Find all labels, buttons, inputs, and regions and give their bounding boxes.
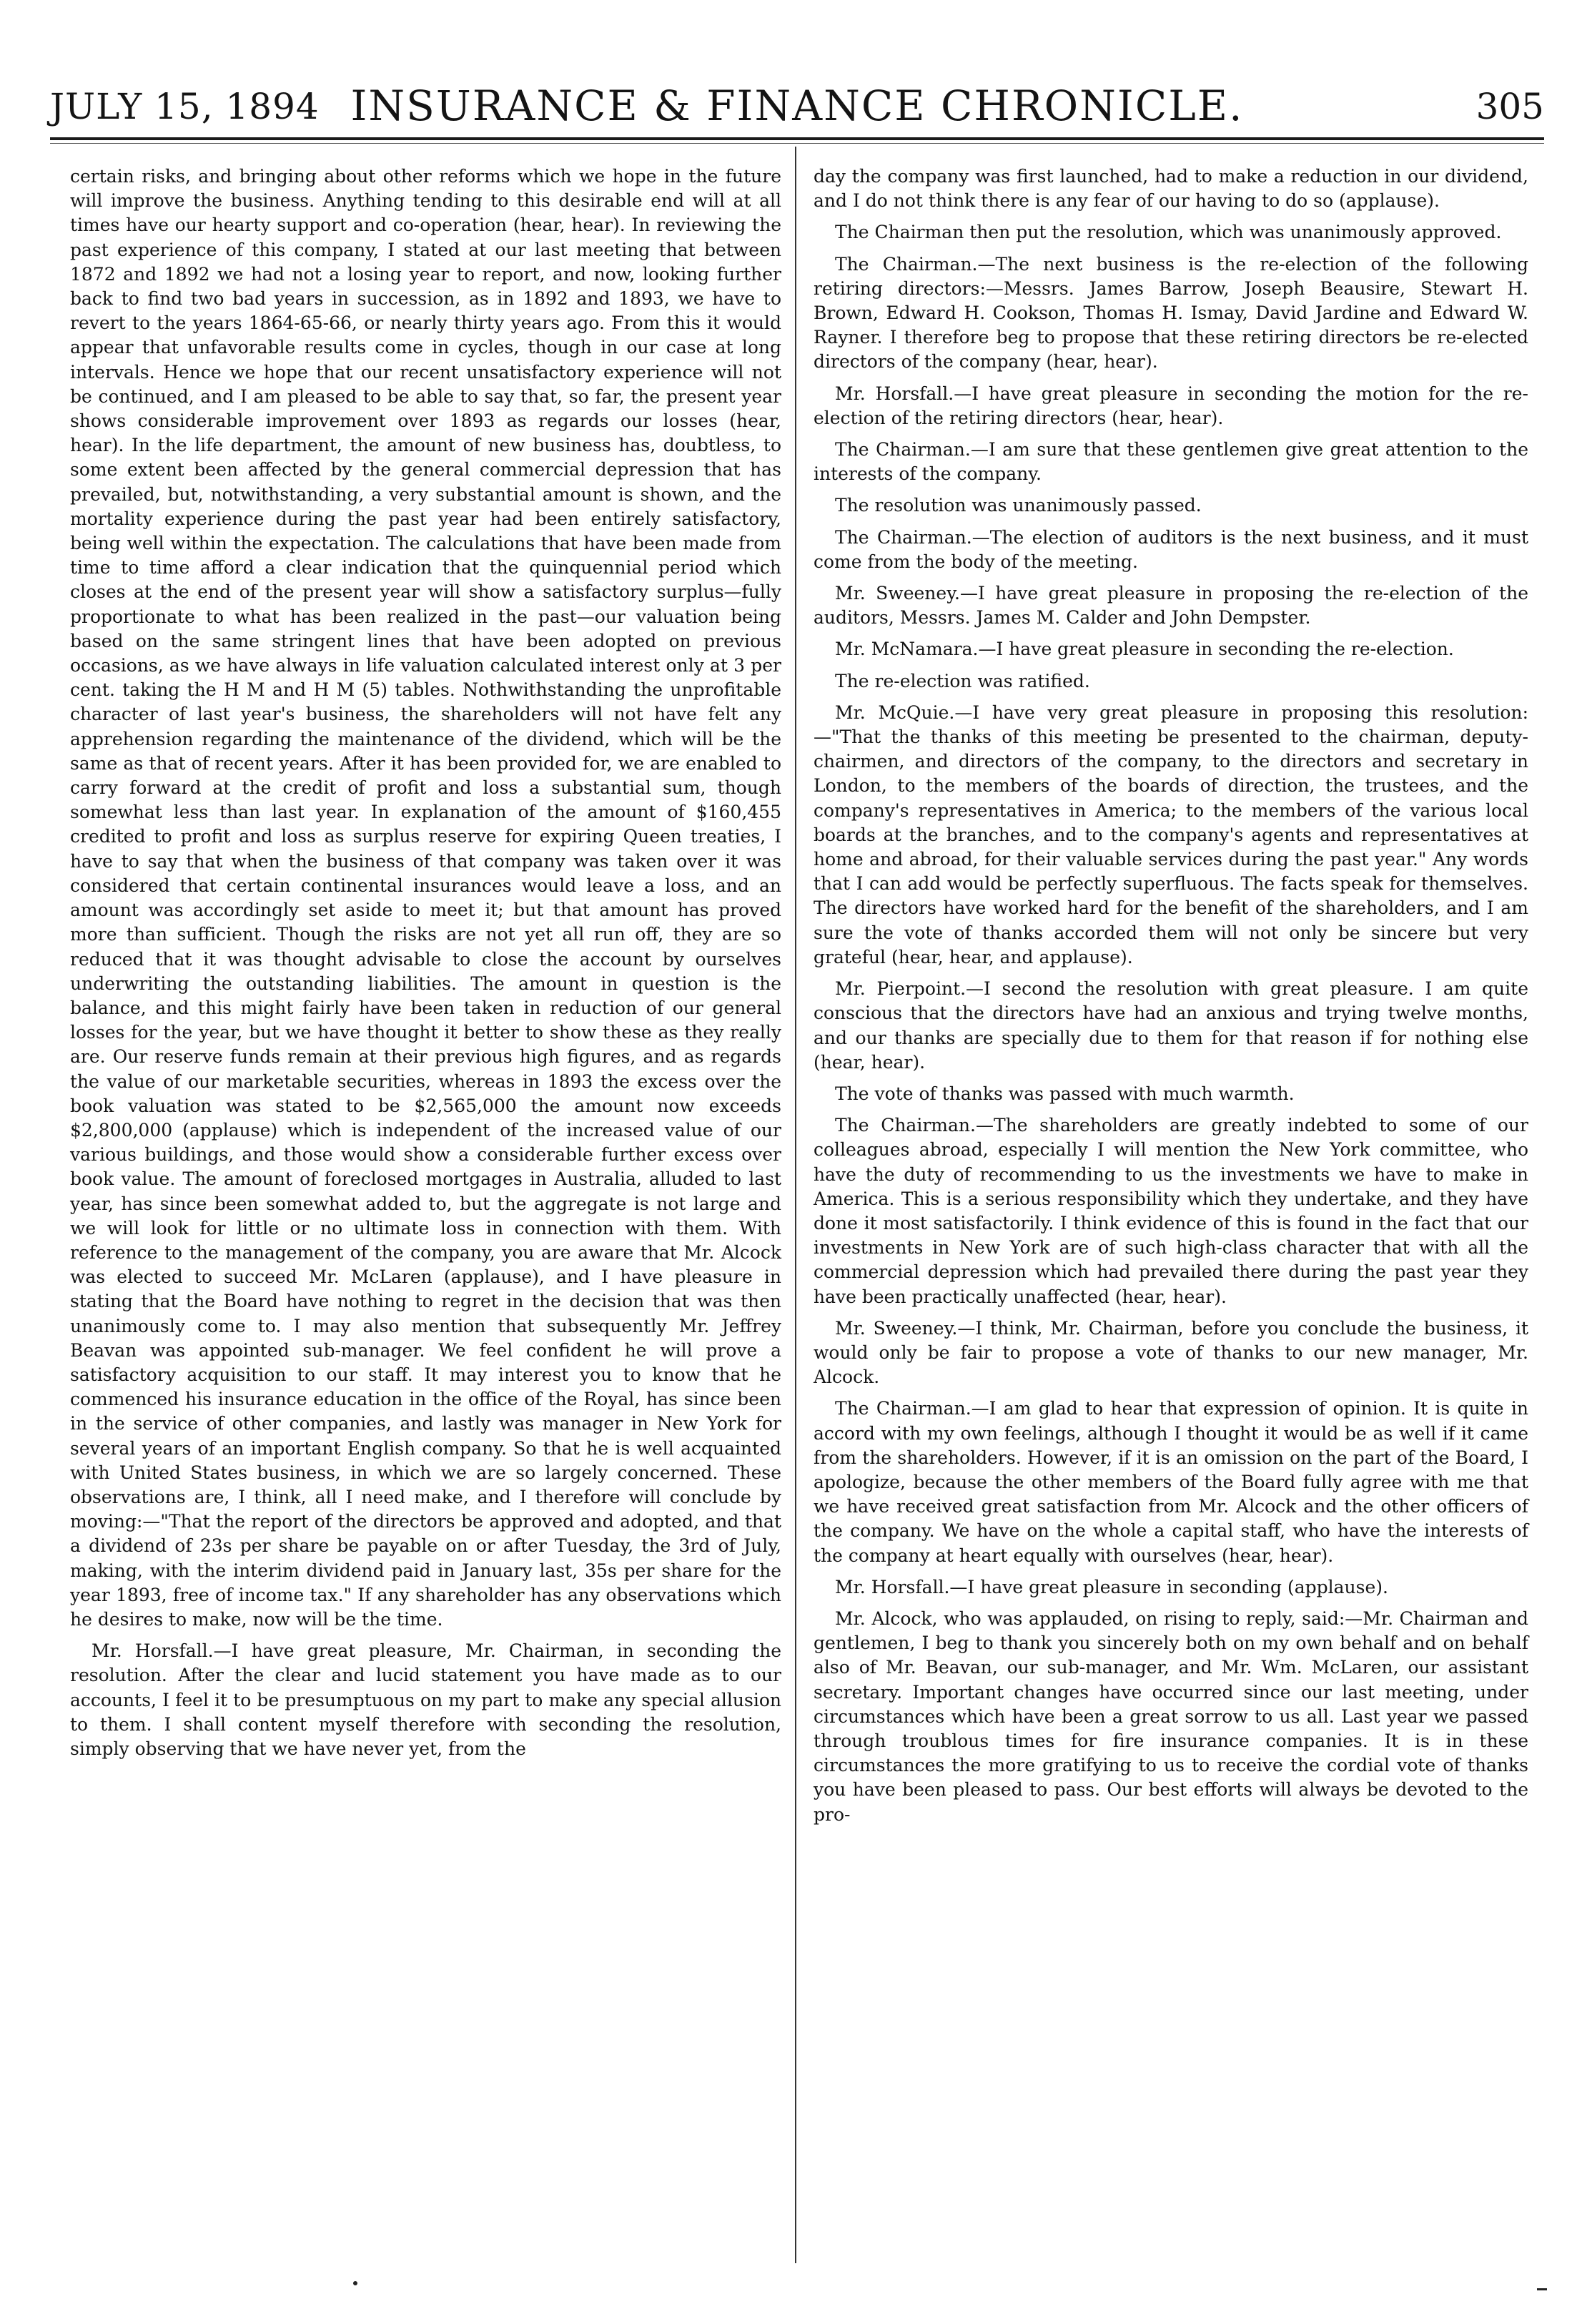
paragraph: Mr. Sweeney.—I have great pleasure in proposing the re-election of the auditors, Messrs. James M. Calder and John Dempster.: [814, 583, 1528, 629]
paragraph: Mr. McQuie.—I have very great pleasure in proposing this resolution:—"That the thanks of this meeting be presented to the chairman, deputy-chairmen, and directors of the company, to the directors and secretary in London, to the members of the boards of direction, the trustees, and the company's representatives in America; to the members of the various local boards at the branches, and to the company's agents and representatives at home and abroad, for their valuable services during the past year." Any words that I can add would be perfectly superfluous. The facts speak for themselves. The directors have worked hard for the benefit of the shareholders, and I am sure the vote of thanks accorded them will not only be sincere but very grateful (hear, hear, and applause).: [814, 701, 1528, 967]
paragraph: The re-election was ratified.: [835, 670, 1090, 691]
paragraph: Mr. McNamara.—I have great pleasure in seconding the re-election.: [835, 639, 1454, 660]
page-number: 305: [1475, 86, 1544, 127]
printer-mark: [353, 2281, 357, 2285]
paragraph: The Chairman.—I am glad to hear that expression of opinion. It is quite in accord with my own feelings, although I thought it would be as well if it came from the shareholders. However, if it is an omission on the part of the Board, I apologize, because the other members of the Board fully agree with me that we have received great satisfaction from Mr. Alcock and the other officers of the company. We have on the whole a capital staff, who have the interests of the company at heart equally with ourselves (hear, hear).: [814, 1398, 1528, 1566]
paragraph: Mr. Pierpoint.—I second the resolution with great pleasure. I am quite conscious that the directors have had an anxious and trying twelve months, and our thanks are specially due to them for that reason if for nothing else (hear, hear).: [814, 978, 1528, 1073]
paragraph: The Chairman.—I am sure that these gentlemen give great attention to the interests of the company.: [814, 439, 1528, 485]
paragraph: Mr. Horsfall.—I have great pleasure, Mr. Chairman, in seconding the resolution. After the clear and lucid statement you have made as to our accounts, I feel it to be presumptuous on my part to make any special allusion to them. I shall content myself therefore with seconding the resolution, simply observing that we have never yet, from the: [70, 1640, 781, 1759]
publication-title: INSURANCE & FINANCE CHRONICLE.: [350, 82, 1244, 130]
column-divider: [795, 147, 796, 2263]
paragraph: The Chairman then put the resolution, which was unanimously approved.: [835, 222, 1502, 243]
paragraph: Mr. Horsfall.—I have great pleasure in seconding (applause).: [835, 1576, 1388, 1597]
printer-mark: [1537, 2288, 1547, 2290]
header-rule: [50, 137, 1544, 140]
paragraph: Mr. Sweeney.—I think, Mr. Chairman, before you conclude the business, it would only be fair to propose a vote of thanks to our new manager, Mr. Alcock.: [814, 1317, 1528, 1388]
header-rule-thin: [50, 143, 1544, 144]
left-column: [70, 164, 781, 1761]
paragraph: The Chairman.—The shareholders are greatly indebted to some of our colleagues abroad, especially I will mention the New York committee, who have the duty of recommending to us the investments we have to make in America. This is a serious responsibility which they undertake, and they have done it most satisfactorily. I think evidence of this is found in the fact that our investments in New York are of such high-class character that with all the commercial depression which had prevailed there during the past year they have been practically unaffected (hear, hear).: [814, 1115, 1528, 1307]
issue-date: JULY 15, 1894: [50, 86, 320, 127]
paragraph: The resolution was unanimously passed.: [835, 495, 1202, 516]
paragraph: certain risks, and bringing about other reforms which we hope in the future will improve the business. Anything tending to this desirable end will at all times have our hearty support and co-operation (hear, hear). In reviewing the past experience of this company, I stated at our last meeting that between 1872 and 1892 we had not a losing year to report, and now, looking further back to find two bad years in succession, as in 1892 and 1893, we have to revert to the years 1864-65-66, or nearly thirty years ago. From this it would appear that unfavorable results come in cycles, though in our case at long intervals. Hence we hope that our recent unsatisfactory experience will not be continued, and I am pleased to be able to say that, so far, the present year shows considerable improvement over 1893 as regards our losses (hear, hear). In the life department, the amount of new business has, doubtless, to some extent been affected by the general commercial depression that has prevailed, but, notwithstanding, a very substantial amount is shown, and the mortality experience during the past year had been entirely satisfactory, being well within the expectation. The calculations that have been made from time to time afford a clear indication that the quinquennial period which closes at the end of the present year will show a satisfactory surplus—fully proportionate to what has been realized in the past—our valuation being based on the same stringent lines that have been adopted on previous occasions, as we have always in life valuation calculated interest only at 3 per cent. taking the H M and H M (5) tables. Nothwithstanding the unprofitable character of last year's business, the shareholders will not have felt any apprehension regarding the maintenance of the dividend, which will be the same as that of recent years. After it has been provided for, we are enabled to carry forward at the credit of profit and loss a substantial sum, though somewhat less than last year. In explanation of the amount of $160,455 credited to profit and loss as surplus reserve for expiring Queen treaties, I have to say that when the business of that company was taken over it was considered that certain continental insurances would leave a loss, and an amount was accordingly set aside to meet it; but that amount has proved more than sufficient. Though the risks are not yet all run off, they are so reduced that it was thought advisable to close the account by ourselves underwriting the outstanding liabilities. The amount in question is the balance, and this might fairly have been taken in reduction of our general losses for the year, but we have thought it better to show these as they really are. Our reserve funds remain at their previous high figures, and as regards the value of our marketable securities, whereas in 1893 the excess over the book valuation was stated to be $2,565,000 the amount now exceeds $2,800,000 (applause) which is independent of the increased value of our various buildings, and those would show a considerable further excess over book value. The amount of foreclosed mortgages in Australia, alluded to last year, has since been somewhat added to, but the aggregate is not large and we will look for little or no ultimate loss in connection with them. With reference to the management of the company, you are aware that Mr. Alcock was elected to succeed Mr. McLaren (applause), and I have pleasure in stating that the Board have nothing to regret in the decision that was then unanimously come to. I may also mention that subsequently Mr. Jeffrey Beavan was appointed sub-manager. We feel confident he will prove a satisfactory acquisition to our staff. It may interest you to know that he commenced his insurance education in the office of the Royal, has since been in the service of other companies, and lastly was manager in New York for several years of an important English company. So that he is well acquainted with United States business, in which we are so largely concerned. These observations are, I think, all I need make, and I therefore will conclude by moving:—"That the report of the directors be approved and adopted, and that a dividend of 23s per share be payable on or after Tuesday, the 3rd of July, making, with the interim dividend paid in January last, 35s per share for the year 1893, free of income tax." If any shareholder has any observations which he desires to make, now will be the time.: [70, 166, 781, 1630]
paragraph: Mr. Horsfall.—I have great pleasure in seconding the motion for the re-election of the retiring directors (hear, hear).: [814, 383, 1528, 428]
page-header: [50, 72, 1544, 143]
right-column: [814, 164, 1528, 1827]
paragraph: The vote of thanks was passed with much warmth.: [835, 1083, 1295, 1104]
paragraph: The Chairman.—The next business is the re-election of the following retiring directors:—Messrs. James Barrow, Joseph Beausire, Stewart H. Brown, Edward H. Cookson, Thomas H. Ismay, David Jardine and Edward W. Rayner. I therefore beg to propose that these retiring directors be re-elected directors of the company (hear, hear).: [814, 253, 1528, 373]
paragraph: day the company was first launched, had to make a reduction in our dividend, and I do not think there is any fear of our having to do so (applause).: [814, 166, 1528, 212]
paragraph: Mr. Alcock, who was applauded, on rising to reply, said:—Mr. Chairman and gentlemen, I beg to thank you sincerely both on my own behalf and on behalf also of Mr. Beavan, our sub-manager, and Mr. Wm. McLaren, our assistant secretary. Important changes have occurred since our last meeting, under circumstances which have been a great sorrow to us all. Last year we passed through troublous times for fire insurance companies. It is in these circumstances the more gratifying to us to receive the cordial vote of thanks you have been pleased to pass. Our best efforts will always be devoted to the pro-: [814, 1607, 1528, 1825]
paragraph: The Chairman.—The election of auditors is the next business, and it must come from the body of the meeting.: [814, 526, 1528, 572]
